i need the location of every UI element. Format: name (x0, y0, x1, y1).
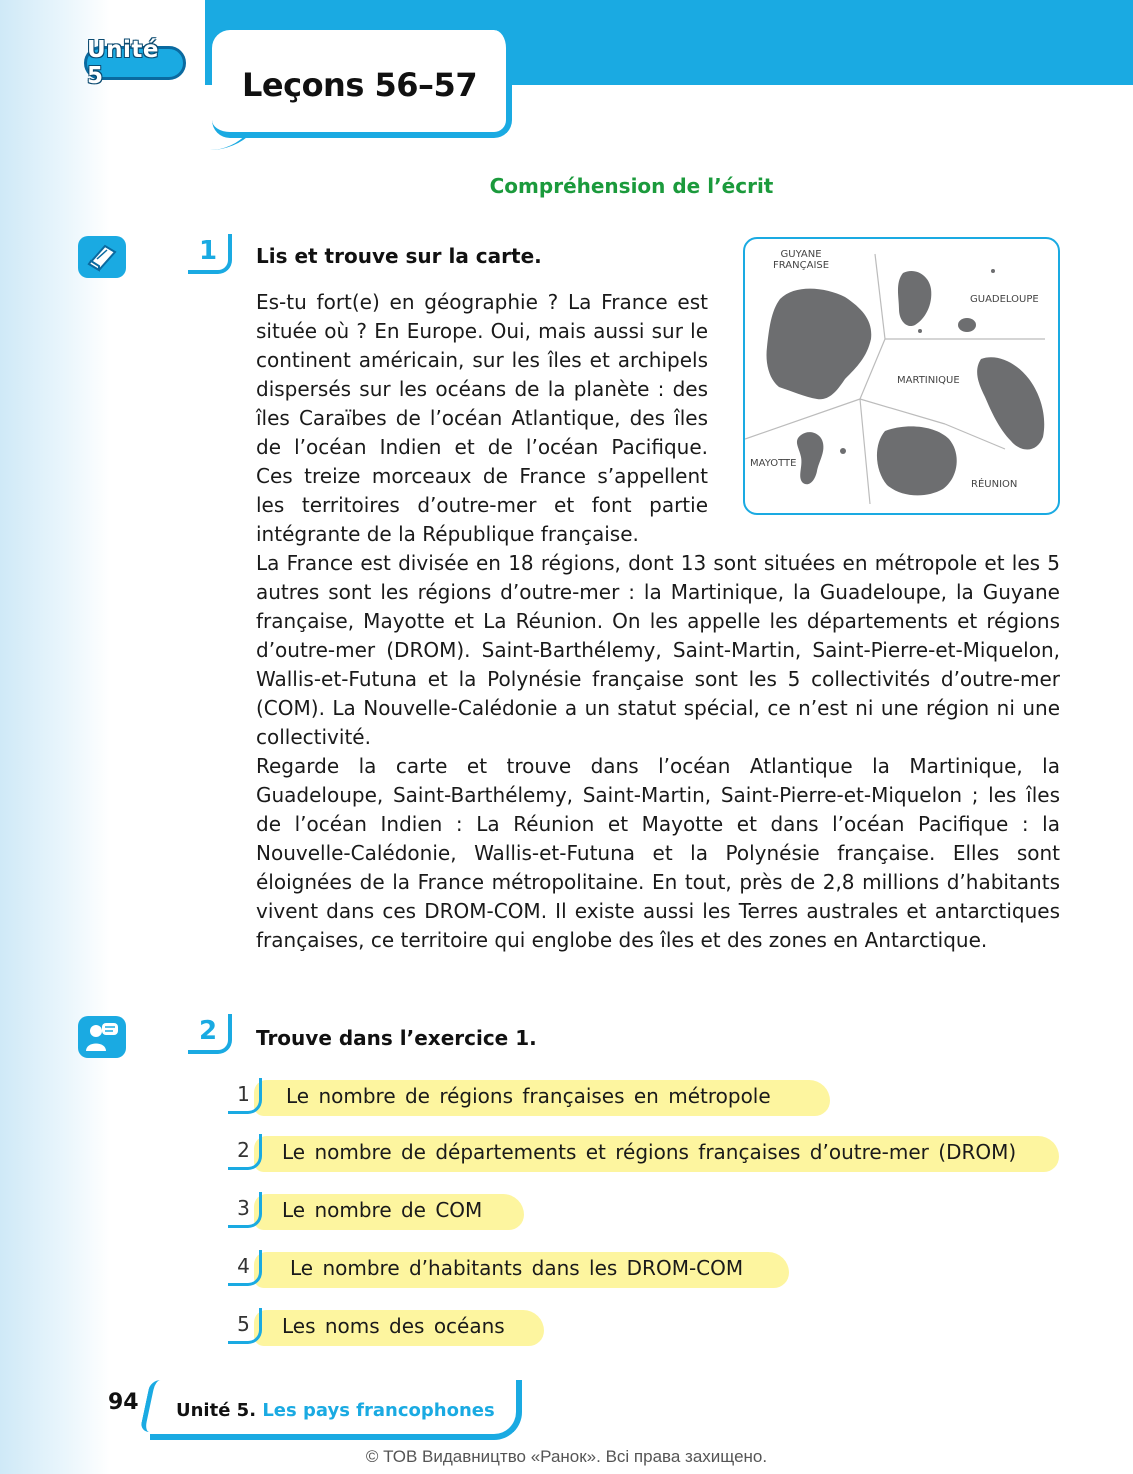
list-item-number: 4 (228, 1250, 262, 1286)
list-item-text: Le nombre de régions françaises en métropole (286, 1084, 771, 1108)
list-item (228, 1134, 1063, 1174)
side-gradient (0, 0, 110, 1474)
footer-unit-name: Les pays francophones (262, 1400, 495, 1421)
list-item-number: 1 (228, 1078, 262, 1114)
map-label-mayotte: MAYOTTE (750, 458, 797, 469)
list-item (228, 1078, 838, 1118)
list-item-text: Le nombre d’habitants dans les DROM-COM (290, 1256, 744, 1280)
list-item-number: 2 (228, 1134, 262, 1170)
exercise-1-instruction: Lis et trouve sur la carte. (256, 244, 542, 268)
exercise-1-number: 1 (188, 234, 232, 274)
exercise-2-instruction: Trouve dans l’exercice 1. (256, 1026, 537, 1050)
exercise-1-paragraph-intro: Es-tu fort(e) en géographie ? La France est située où ? En Europe. Oui, mais aussi sur le continent américain, sur les îles et archipels dispersés sur les océans de la planète : des îles Caraïbes de l’océan Atlantique, des îles de l’océan Indien et de l’océan Pacifique. Ces treize morceaux de France s’appellent les territoires d’outre-mer et font partie intégrante de la République française. (256, 290, 708, 546)
exercise-1-paragraph-regions: La France est divisée en 18 régions, dont 13 sont situées en métropole et les 5 autres sont les régions d’outre-mer : la Martinique, la Guadeloupe, la Guyane française, Mayotte et La Réunion. On les appelle les départements et régions d’outre-mer (DROM). Saint-Barthélemy, Saint-Martin, Saint-Pierre-et-Miquelon, Wallis-et-Futuna et la Polynésie française sont les 5 collectivités d’outre-mer (COM). La Nouvelle-Calédonie a un statut spécial, ce n’est ni une région ni une collectivité. (256, 551, 1060, 749)
list-item-text: Les noms des océans (282, 1314, 505, 1338)
book-icon (78, 236, 126, 278)
page-number: 94 (108, 1390, 139, 1415)
list-item (228, 1250, 798, 1290)
section-title: Compréhension de l’écrit (489, 174, 774, 198)
list-item-number: 3 (228, 1192, 262, 1228)
map-label-guyane-2: FRANÇAISE (773, 260, 830, 271)
list-item (228, 1308, 548, 1348)
speech-person-icon (78, 1016, 126, 1058)
list-item-text: Le nombre de COM (282, 1198, 483, 1222)
map-label-reunion: RÉUNION (971, 479, 1018, 490)
map-label-martinique: MARTINIQUE (897, 375, 960, 386)
list-item-number: 5 (228, 1308, 262, 1344)
footer-unit-title (176, 1400, 495, 1421)
exercise-1-paragraph-map-task: Regarde la carte et trouve dans l’océan Atlantique la Martinique, la Guadeloupe, Saint-Barthélemy, Saint-Martin, Saint-Pierre-et-Miquelon ; les îles de l’océan Indien : La Réunion et Mayotte et dans l’océan Pacifique : la Nouvelle-Calédonie, Wallis-et-Futuna et la Polynésie française. Elles sont éloignées de la France métropolitaine. En tout, près de 2,8 millions d’habitants vivent dans ces DROM-COM. Il existe aussi les Terres australes et antarctiques françaises, ce territoire qui englobe des îles et des zones en Antarctique. (256, 754, 1060, 952)
list-item-text: Le nombre de départements et régions françaises d’outre-mer (DROM) (282, 1140, 1017, 1164)
map-label-guyane-1: GUYANE (780, 249, 822, 260)
unit-badge: Unité 5 (84, 46, 186, 80)
overseas-map (743, 237, 1060, 515)
footer-unit-prefix: Unité 5. (176, 1400, 257, 1421)
lesson-title: Leçons 56–57 (242, 66, 478, 104)
exercise-2-number: 2 (188, 1014, 232, 1054)
copyright-notice: © ТОВ Видавництво «Ранок». Всі права захищено. (365, 1447, 768, 1466)
list-item (228, 1192, 528, 1232)
map-label-guadeloupe: GUADELOUPE (970, 294, 1039, 305)
